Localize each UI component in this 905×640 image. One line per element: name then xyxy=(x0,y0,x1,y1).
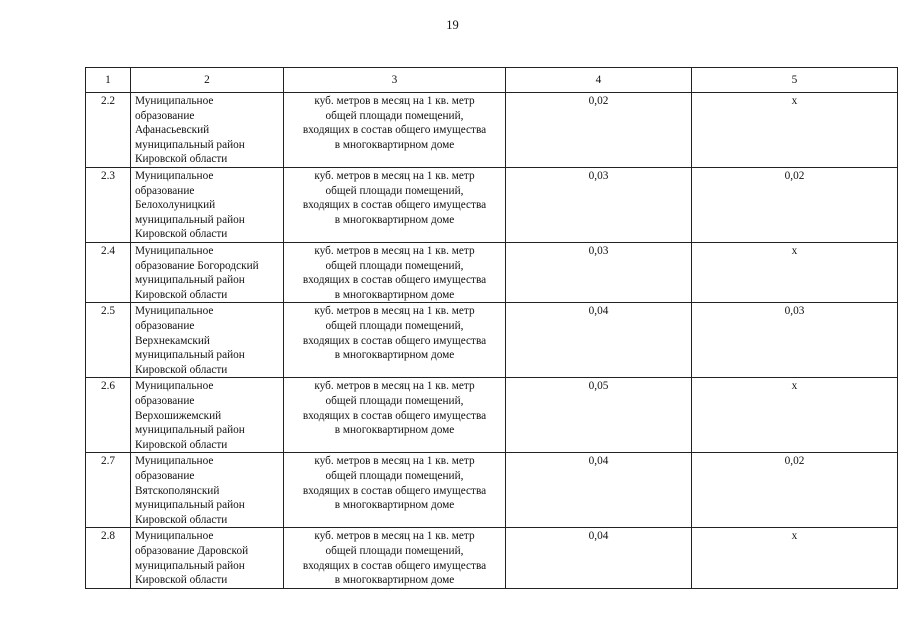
name-line: Афанасьевский xyxy=(135,124,210,137)
name-line: Муниципальное xyxy=(135,305,214,318)
norms-table xyxy=(85,67,898,589)
name-line: Белохолуницкий xyxy=(135,199,216,212)
table-row xyxy=(86,453,898,528)
name-line: муниципальный район xyxy=(135,138,245,151)
name-line: муниципальный район xyxy=(135,499,245,512)
row-number: 2.3 xyxy=(86,168,131,243)
unit-line: куб. метров в месяц на 1 кв. метр xyxy=(314,455,475,468)
unit-line: общей площади помещений, xyxy=(325,109,464,122)
value-col5: х xyxy=(692,378,898,453)
name-line: Муниципальное xyxy=(135,95,214,107)
table-row xyxy=(86,528,898,588)
table-header-row xyxy=(86,68,898,93)
municipality-name xyxy=(131,168,284,243)
value-col4: 0,02 xyxy=(506,93,692,168)
unit-line: общей площади помещений, xyxy=(325,184,464,197)
unit-line: в многоквартирном доме xyxy=(334,349,455,362)
column-header: 5 xyxy=(692,68,898,93)
name-line: Кировской области xyxy=(135,288,228,301)
unit-line: в многоквартирном доме xyxy=(334,138,455,151)
unit-description xyxy=(284,303,506,378)
unit-line: входящих в состав общего имущества xyxy=(302,274,487,287)
unit-line: в многоквартирном доме xyxy=(334,424,455,437)
value-col4: 0,04 xyxy=(506,528,692,588)
name-line: образование xyxy=(135,394,195,407)
unit-line: куб. метров в месяц на 1 кв. метр xyxy=(314,530,475,543)
table-row xyxy=(86,168,898,243)
unit-line: входящих в состав общего имущества xyxy=(302,559,487,572)
name-line: Верхошижемский xyxy=(135,409,222,422)
unit-line: общей площади помещений, xyxy=(325,544,464,557)
value-col5: 0,02 xyxy=(692,453,898,528)
name-line: Муниципальное xyxy=(135,455,214,468)
name-line: муниципальный район xyxy=(135,274,245,287)
unit-line: в многоквартирном доме xyxy=(334,574,455,587)
name-line: образование Даровской xyxy=(135,544,249,557)
unit-line: входящих в состав общего имущества xyxy=(302,334,487,347)
name-line: Муниципальное xyxy=(135,380,214,393)
name-line: Муниципальное xyxy=(135,245,214,257)
name-line: Вятскополянский xyxy=(135,484,220,497)
unit-line: куб. метров в месяц на 1 кв. метр xyxy=(314,380,475,393)
value-col5: 0,02 xyxy=(692,168,898,243)
table-row xyxy=(86,303,898,378)
unit-line: в многоквартирном доме xyxy=(334,213,455,226)
name-line: Кировской области xyxy=(135,363,228,376)
name-line: муниципальный район xyxy=(135,424,245,437)
unit-line: куб. метров в месяц на 1 кв. метр xyxy=(314,245,475,257)
value-col4: 0,05 xyxy=(506,378,692,453)
unit-line: общей площади помещений, xyxy=(325,259,464,272)
table-row xyxy=(86,378,898,453)
name-line: Кировской области xyxy=(135,153,228,166)
unit-description xyxy=(284,243,506,303)
name-line: Верхнекамский xyxy=(135,334,210,347)
column-header: 1 xyxy=(86,68,131,93)
unit-line: куб. метров в месяц на 1 кв. метр xyxy=(314,305,475,318)
unit-line: входящих в состав общего имущества xyxy=(302,124,487,137)
row-number: 2.5 xyxy=(86,303,131,378)
name-line: Муниципальное xyxy=(135,170,214,182)
unit-line: в многоквартирном доме xyxy=(334,499,455,512)
name-line: образование xyxy=(135,469,195,482)
unit-line: куб. метров в месяц на 1 кв. метр xyxy=(314,95,475,107)
name-line: муниципальный район xyxy=(135,213,245,226)
value-col4: 0,03 xyxy=(506,243,692,303)
value-col4: 0,04 xyxy=(506,453,692,528)
value-col5: 0,03 xyxy=(692,303,898,378)
unit-description xyxy=(284,453,506,528)
row-number: 2.6 xyxy=(86,378,131,453)
value-col5: х xyxy=(692,93,898,168)
name-line: Кировской области xyxy=(135,574,228,587)
municipality-name xyxy=(131,93,284,168)
unit-line: куб. метров в месяц на 1 кв. метр xyxy=(314,170,475,182)
unit-description xyxy=(284,93,506,168)
value-col4: 0,04 xyxy=(506,303,692,378)
table-row xyxy=(86,93,898,168)
municipality-name xyxy=(131,378,284,453)
unit-line: входящих в состав общего имущества xyxy=(302,484,487,497)
name-line: Муниципальное xyxy=(135,530,214,543)
unit-line: общей площади помещений, xyxy=(325,319,464,332)
municipality-name xyxy=(131,243,284,303)
unit-line: входящих в состав общего имущества xyxy=(302,409,487,422)
value-col5: х xyxy=(692,243,898,303)
name-line: Кировской области xyxy=(135,513,228,526)
unit-line: общей площади помещений, xyxy=(325,469,464,482)
municipality-name xyxy=(131,528,284,588)
unit-line: в многоквартирном доме xyxy=(334,288,455,301)
unit-line: входящих в состав общего имущества xyxy=(302,199,487,212)
row-number: 2.8 xyxy=(86,528,131,588)
row-number: 2.7 xyxy=(86,453,131,528)
unit-description xyxy=(284,168,506,243)
value-col5: х xyxy=(692,528,898,588)
row-number: 2.4 xyxy=(86,243,131,303)
unit-description xyxy=(284,528,506,588)
name-line: образование xyxy=(135,184,195,197)
municipality-name xyxy=(131,453,284,528)
name-line: муниципальный район xyxy=(135,349,245,362)
column-header: 2 xyxy=(131,68,284,93)
name-line: образование xyxy=(135,319,195,332)
name-line: образование xyxy=(135,109,195,122)
value-col4: 0,03 xyxy=(506,168,692,243)
column-header: 3 xyxy=(284,68,506,93)
unit-line: общей площади помещений, xyxy=(325,394,464,407)
table-row xyxy=(86,243,898,303)
unit-description xyxy=(284,378,506,453)
column-header: 4 xyxy=(506,68,692,93)
row-number: 2.2 xyxy=(86,93,131,168)
name-line: Кировской области xyxy=(135,228,228,241)
page-number: 19 xyxy=(446,18,459,32)
municipality-name xyxy=(131,303,284,378)
name-line: Кировской области xyxy=(135,438,228,451)
name-line: муниципальный район xyxy=(135,559,245,572)
name-line: образование Богородский xyxy=(135,259,259,272)
